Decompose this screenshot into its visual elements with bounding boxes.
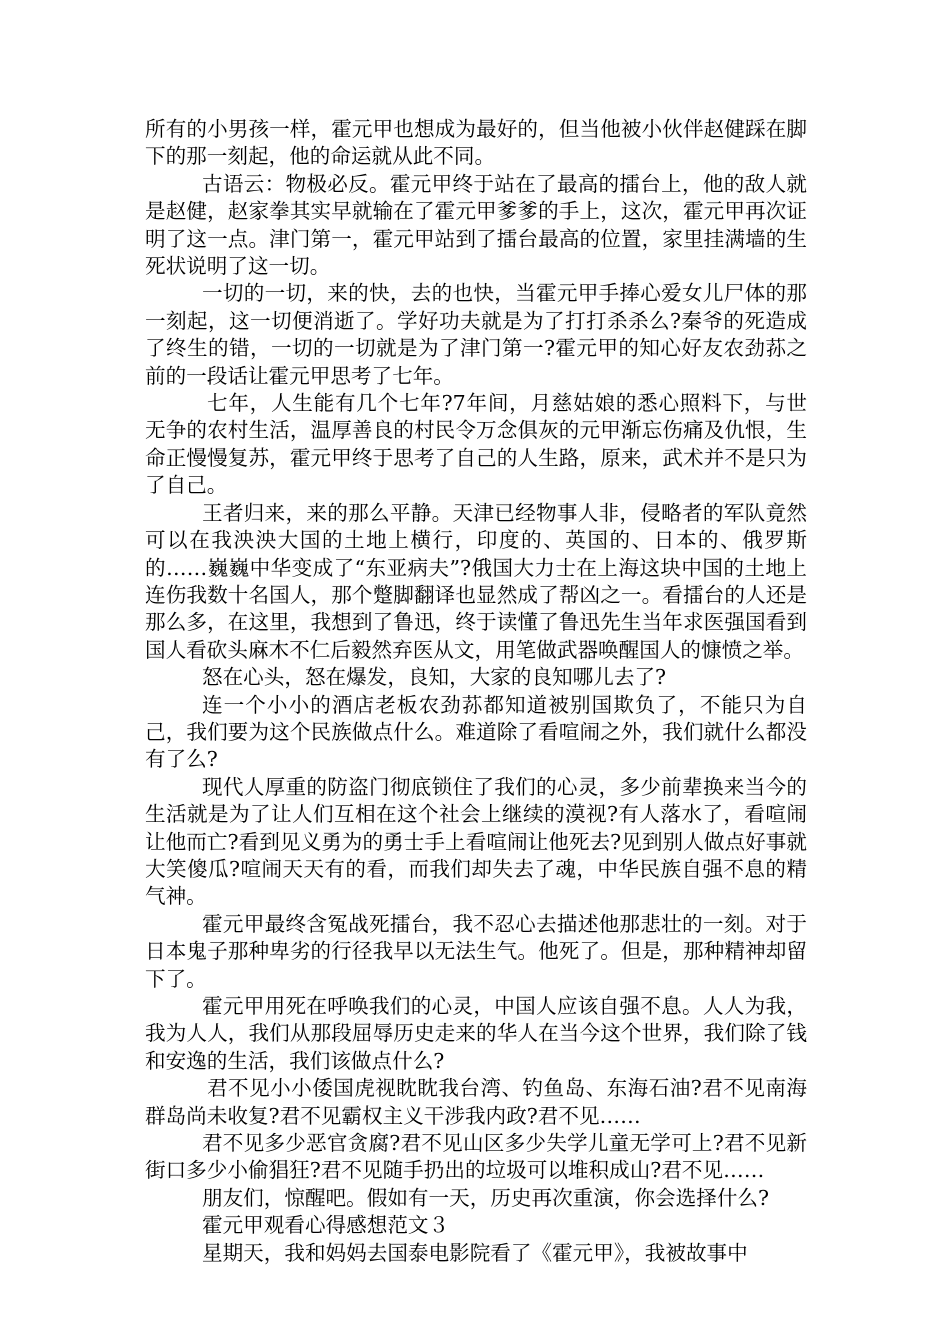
paragraph: 王者归来，来的那么平静。天津已经物事人非，侵略者的军队竟然可以在我泱泱大国的土地上横行，印度的、英国的、日本的、俄罗斯的……巍巍中华变成了“东亚病夫”?俄国大力士在上海这块中国的土地上连伤我数十名国人，那个蹩脚翻译也显然成了帮凶之一。看擂台的人还是那么多，在这里，我想到了鲁迅，终于读懂了鲁迅先生当年求医强国看到国人看砍头麻木不仁后毅然弃医从文，用笔做武器唤醒国人的慷愤之举。 — [145, 500, 807, 662]
section-heading: 霍元甲观看心得感想范文３ — [202, 1213, 450, 1238]
paragraph: 霍元甲用死在呼唤我们的心灵，中国人应该自强不息。人人为我，我为人人，我们从那段屈辱历史走来的华人在当今这个世界，我们除了钱和安逸的生活，我们该做点什么? — [145, 994, 807, 1073]
document-page — [145, 116, 807, 1267]
paragraph-continuation: 所有的小男孩一样，霍元甲也想成为最好的，但当他被小伙伴赵健踩在脚下的那一刻起，他的命运就从此不同。 — [145, 117, 807, 169]
paragraph: 霍元甲最终含冤战死擂台，我不忍心去描述他那悲壮的一刻。对于日本鬼子那种卑劣的行径我早以无法生气。他死了。但是，那种精神却留下了。 — [145, 911, 807, 991]
paragraph: 君不见多少恶官贪腐?君不见山区多少失学儿童无学可上?君不见新街口多少小偷猖狂?君不见随手扔出的垃圾可以堆积成山?君不见…… — [145, 1131, 807, 1183]
paragraph: 七年，人生能有几个七年?7年间，月慈姑娘的悉心照料下，与世无争的农村生活，温厚善良的村民令万念俱灰的元甲渐忘伤痛及仇恨，生命正慢慢复苏，霍元甲终于思考了自己的人生路，原来，武术并不是只为了自己。 — [145, 391, 807, 498]
paragraph: 君不见小小倭国虎视眈眈我台湾、钓鱼岛、东海石油?君不见南海群岛尚未收复?君不见霸权主义干涉我内政?君不见…… — [145, 1076, 807, 1128]
paragraph: 星期天，我和妈妈去国泰电影院看了《霍元甲》，我被故事中 — [202, 1240, 748, 1265]
paragraph: 怒在心头，怒在爆发，良知，大家的良知哪儿去了? — [202, 665, 667, 690]
paragraph: 连一个小小的酒店老板农劲荪都知道被别国欺负了，不能只为自己，我们要为这个民族做点什么。难道除了看喧闹之外，我们就什么都没有了么? — [145, 692, 807, 772]
paragraph: 一切的一切，来的快，去的也快，当霍元甲手捧心爱女儿尸体的那一刻起，这一切便消逝了。学好功夫就是为了打打杀杀么?秦爷的死造成了终生的错，一切的一切就是为了津门第一?霍元甲的知心好友农劲荪之前的一段话让霍元甲思考了七年。 — [145, 281, 807, 388]
paragraph: 朋友们，惊醒吧。假如有一天，历史再次重演，你会选择什么? — [202, 1185, 770, 1210]
paragraph: 现代人厚重的防盗门彻底锁住了我们的心灵，多少前辈换来当今的生活就是为了让人们互相在这个社会上继续的漠视?有人落水了，看喧闹让他而亡?看到见义勇为的勇士手上看喧闹让他死去?见到别人做点好事就大笑傻瓜?喧闹天天有的看，而我们却失去了魂，中华民族自强不息的精气神。 — [145, 774, 807, 909]
paragraph: 古语云：物极必反。霍元甲终于站在了最高的擂台上，他的敌人就是赵健，赵家拳其实早就输在了霍元甲爹爹的手上，这次，霍元甲再次证明了这一点。津门第一，霍元甲站到了擂台最高的位置，家里挂满墙的生死状说明了这一切。 — [145, 171, 807, 279]
